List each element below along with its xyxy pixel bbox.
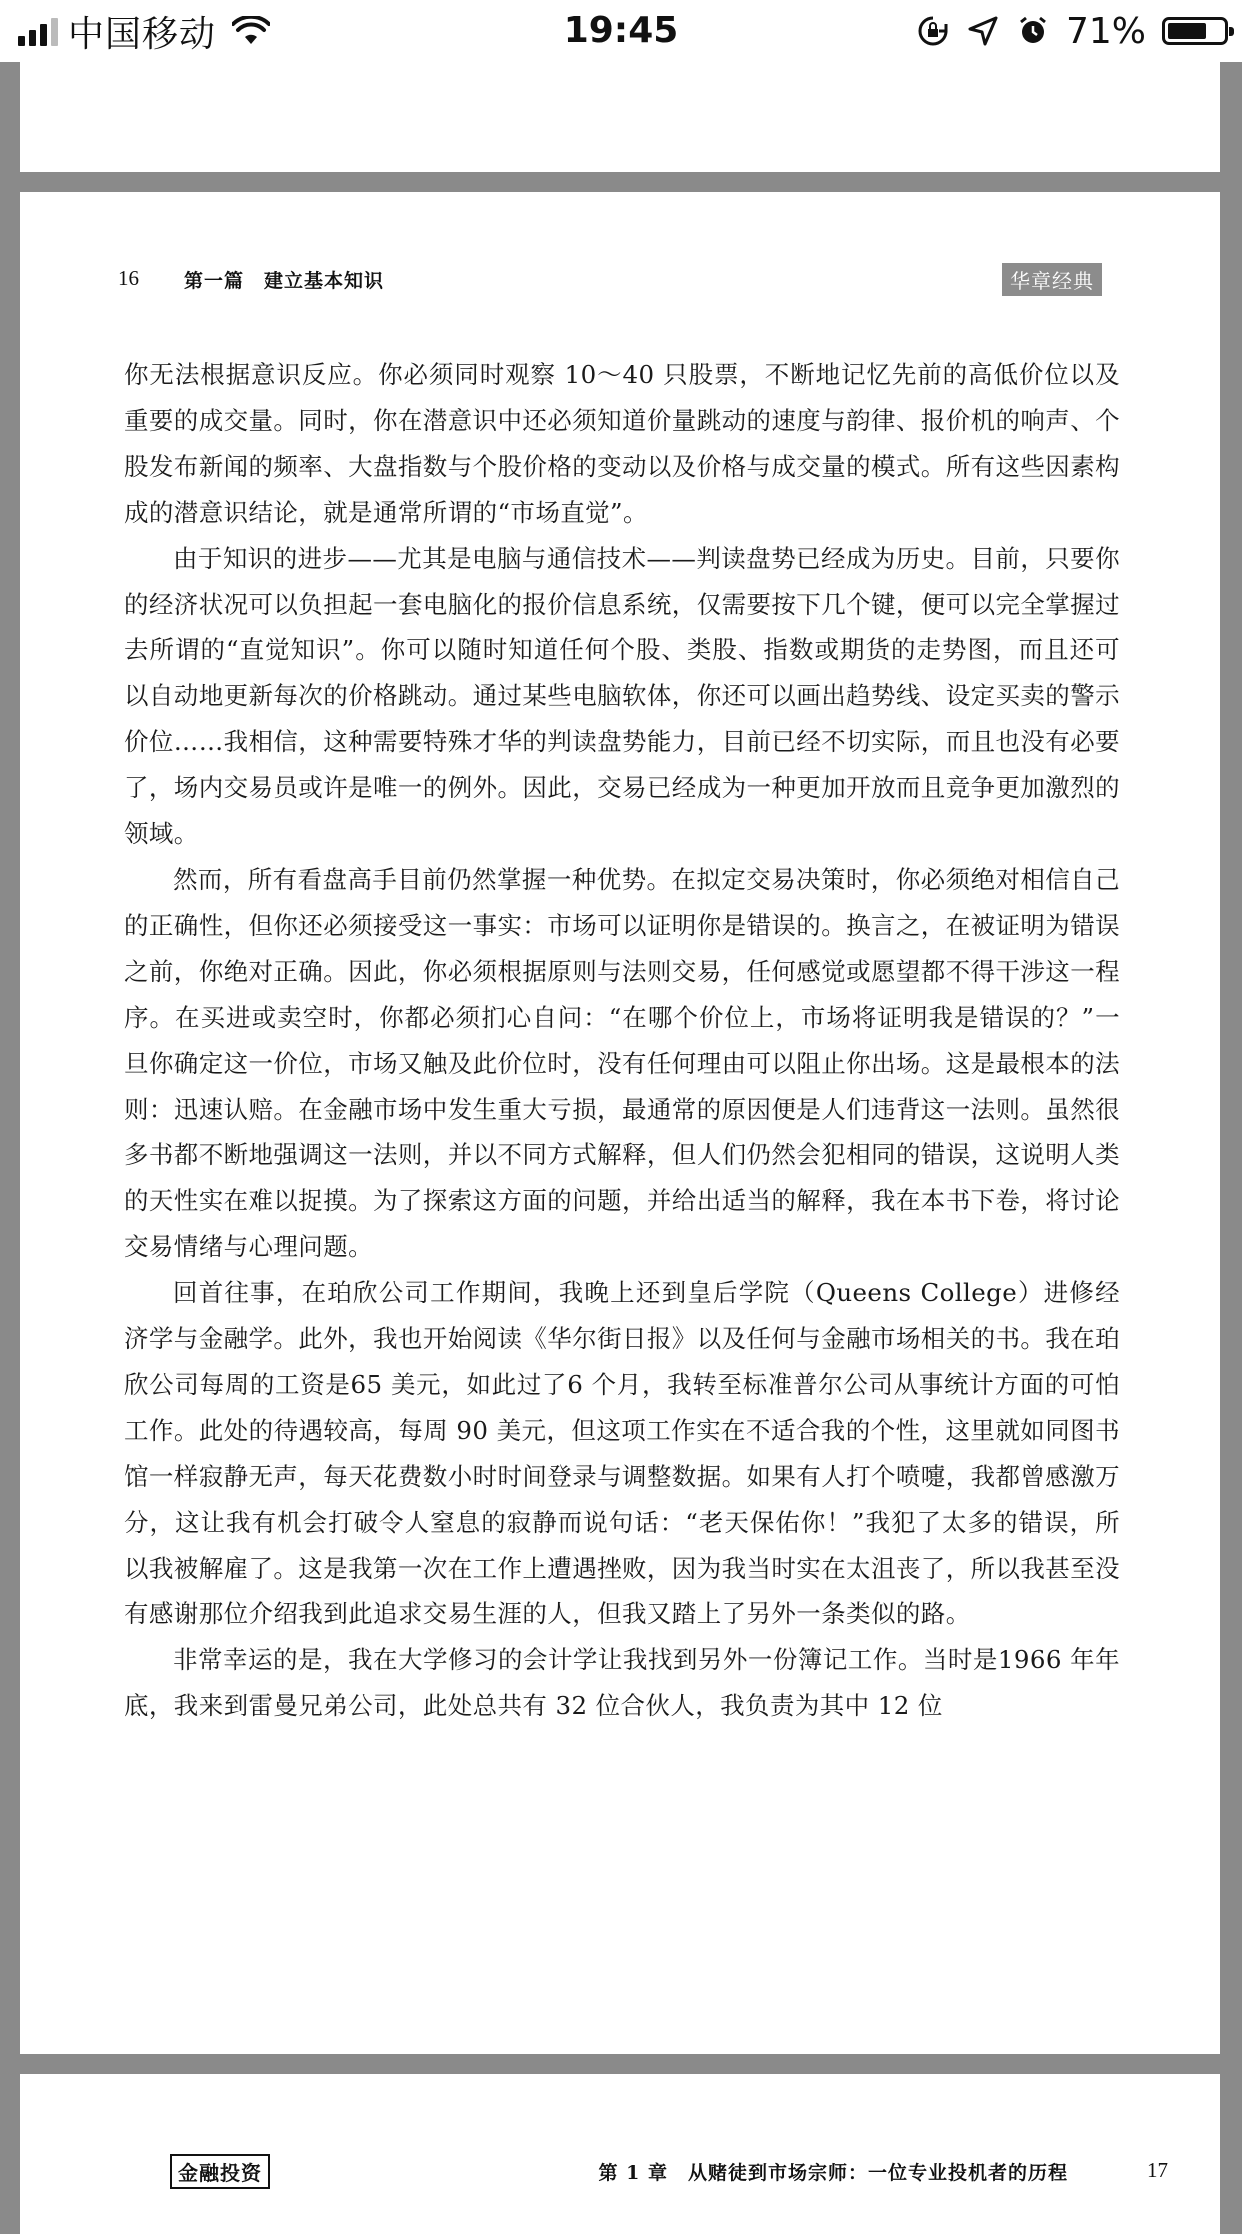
- status-bar-right: [916, 8, 1228, 54]
- series-badge: 金融投资: [170, 2154, 270, 2189]
- carrier-name: 中国移动: [68, 13, 217, 55]
- paragraph: 回首往事，在珀欣公司工作期间，我晚上还到皇后学院（Queens College）进修经济学与金融学。此外，我也开始阅读《华尔街日报》以及任何与金融市场相关的书。我在珀欣公司每周的工资是65 美元，如此过了6 个月，我转至标准普尔公司从事统计方面的可怕工作。此处的待遇较高，每周 90 美元，但这项工作实在不适合我的个性，这里就如同图书馆一样寂静无声，每天花费数小时时间登录与调整数据。如果有人打个喷嚏，我都曾感激万分，这让我有机会打破令人窒息的寂静而说句话：“老天保佑你！”我犯了太多的错误，所以我被解雇了。这是我第一次在工作上遭遇挫败，因为我当时实在太沮丧了，所以我甚至没有感谢那位介绍我到此追求交易生涯的人，但我又踏上了另外一条类似的路。: [124, 1278, 1120, 1629]
- book-page-17-fragment: [20, 2074, 1220, 2234]
- alarm-icon: [1016, 14, 1050, 48]
- status-time: 19:45: [563, 10, 679, 51]
- paragraph: 由于知识的进步——尤其是电脑与通信技术——判读盘势已经成为历史。目前，只要你的经济状况可以负担起一套电脑化的报价信息系统，仅需要按下几个键，便可以完全掌握过去所谓的“直觉知识”。你可以随时知道任何个股、类股、指数或期货的走势图，而且还可以自动地更新每次的价格跳动。通过某些电脑软体，你还可以画出趋势线、设定买卖的警示价位……我相信，这种需要特殊才华的判读盘势能力，目前已经不切实际，而且也没有必要了，场内交易员或许是唯一的例外。因此，交易已经成为一种更加开放而且竞争更加激烈的领域。: [124, 543, 1120, 849]
- status-bar: [0, 0, 1242, 62]
- battery-icon: [1162, 17, 1228, 45]
- location-icon: [966, 14, 1000, 48]
- orientation-lock-icon: [916, 14, 950, 48]
- paragraph: 然而，所有看盘高手目前仍然掌握一种优势。在拟定交易决策时，你必须绝对相信自己的正确性，但你还必须接受这一事实：市场可以证明你是错误的。换言之，在被证明为错误之前，你绝对正确。因此，你必须根据原则与法则交易，任何感觉或愿望都不得干涉这一程序。在买进或卖空时，你都必须扪心自问：“在哪个价位上，市场将证明我是错误的？”一旦你确定这一价位，市场又触及此价位时，没有任何理由可以阻止你出场。这是最根本的法则：迅速认赔。在金融市场中发生重大亏损，最通常的原因便是人们违背这一法则。虽然很多书都不断地强调这一法则，并以不同方式解释，但人们仍然会犯相同的错误，这说明人类的天性实在难以捉摸。为了探索这方面的问题，并给出适当的解释，我在本书下卷，将讨论交易情绪与心理问题。: [124, 864, 1120, 1262]
- section-title: 第一篇 建立基本知识: [184, 270, 385, 292]
- chapter-title: 第 1 章 从赌徒到市场宗师：一位专业投机者的历程: [598, 2162, 1068, 2184]
- battery-percent: 71%: [1065, 10, 1146, 52]
- body-text: [124, 352, 1120, 1729]
- brand-badge: 华章经典: [1002, 263, 1102, 296]
- book-page-16: [20, 192, 1220, 2054]
- page-number: 16: [118, 266, 139, 290]
- page-number: 17: [1147, 2158, 1168, 2182]
- battery-fill: [1168, 23, 1206, 39]
- paragraph: 非常幸运的是，我在大学修习的会计学让我找到另外一份簿记工作。当时是1966 年年底，我来到雷曼兄弟公司，此处总共有 32 位合伙人，我负责为其中 12 位: [124, 1645, 1120, 1721]
- previous-page-fragment: [20, 62, 1220, 172]
- running-head: [100, 266, 1102, 296]
- paragraph: 你无法根据意识反应。你必须同时观察 10～40 只股票，不断地记忆先前的高低价位以及重要的成交量。同时，你在潜意识中还必须知道价量跳动的速度与韵律、报价机的响声、个股发布新闻的频率、大盘指数与个股价格的变动以及价格与成交量的模式。所有这些因素构成的潜意识结论，就是通常所谓的“市场直觉”。: [124, 360, 1120, 527]
